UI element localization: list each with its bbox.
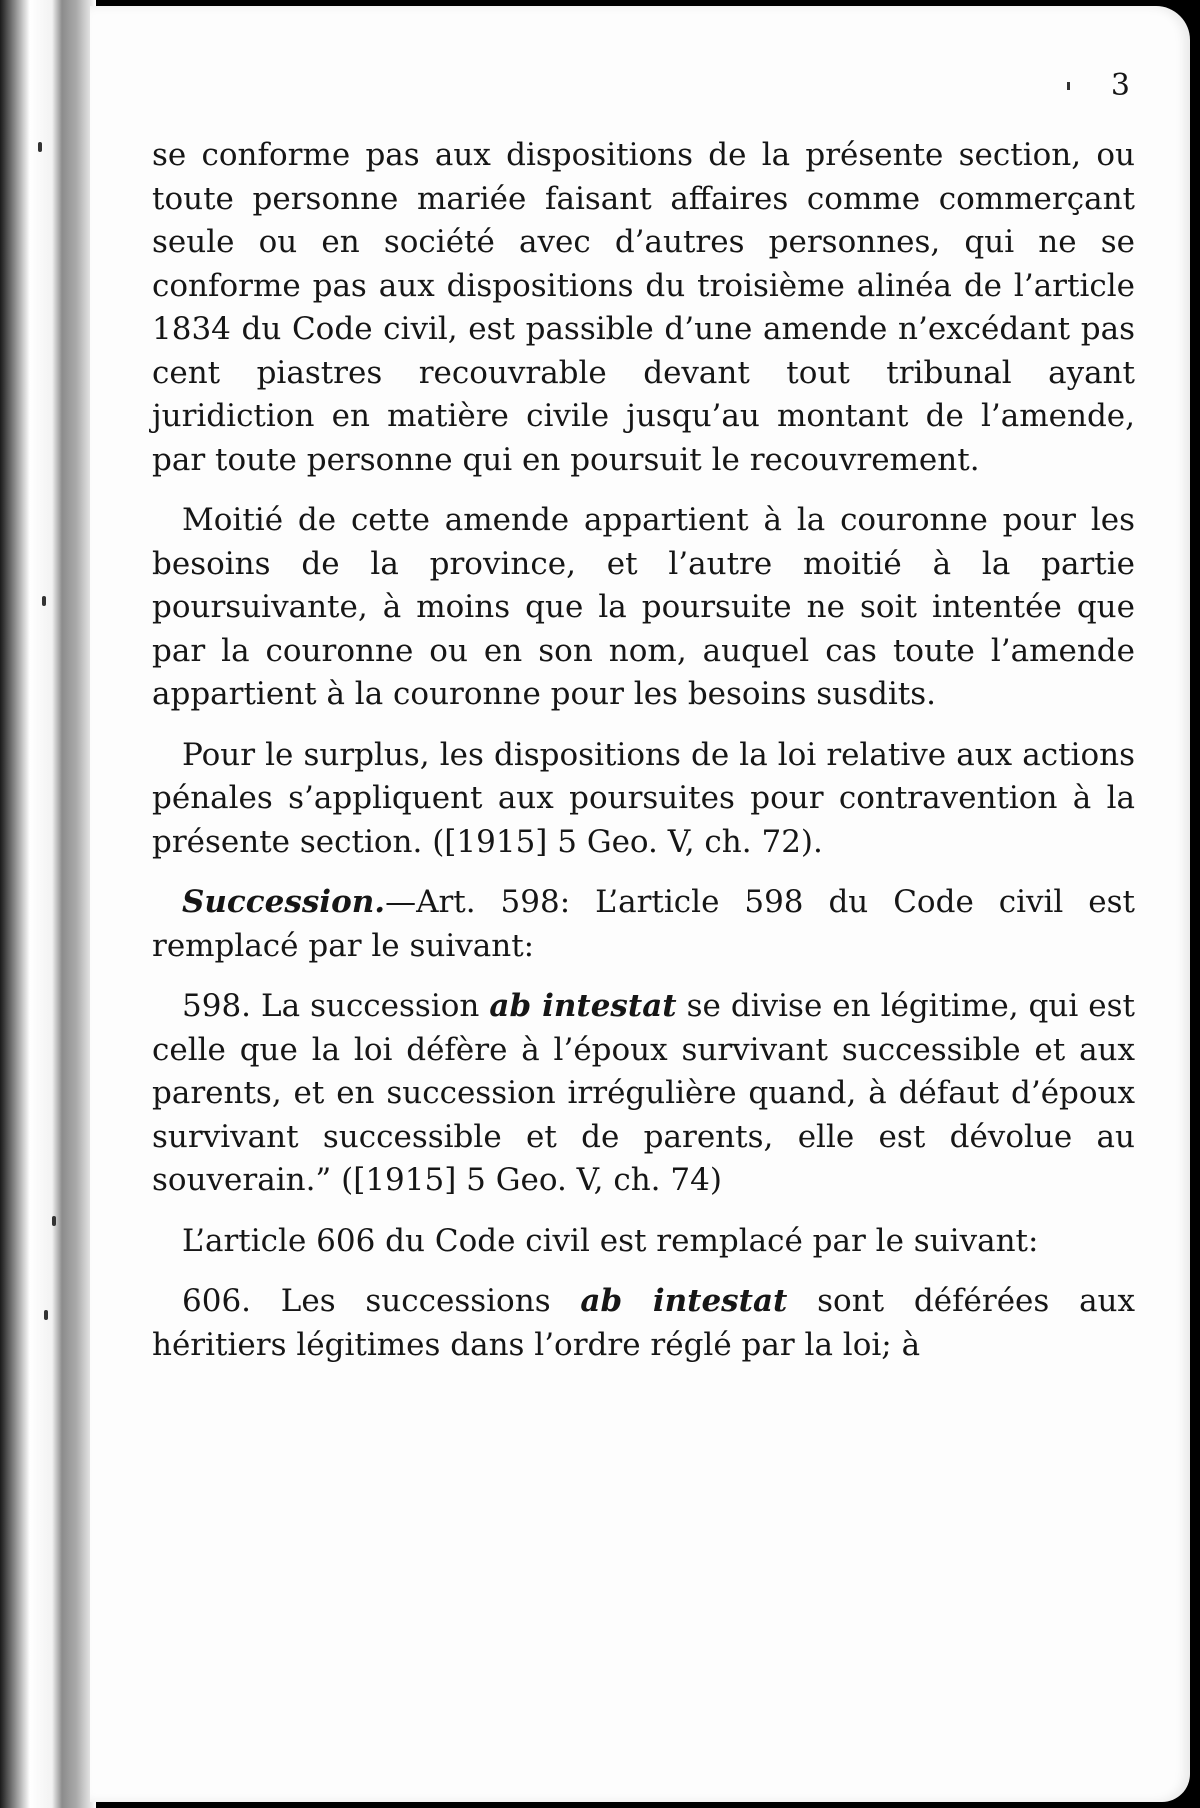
binding-mark xyxy=(52,1216,56,1226)
paragraph-article-606 xyxy=(152,1280,1135,1367)
paragraph-continuation: se conforme pas aux dispositions de la présente section, ou toute personne mariée faisant affaires comme commerçant seule ou en société avec d’autres personnes, qui ne se conforme pas aux dispositions du troisième alinéa de l’article 1834 du Code civil, est passible d’une amende n’excédant pas cent piastres recouvrable devant tout tribunal ayant juridiction en matière civile jusqu’au montant de l’amende, par toute personne qui en poursuit le recouvrement. xyxy=(152,137,1135,478)
paragraph-penal-actions: Pour le surplus, les dispositions de la loi relative aux actions pénales s’appliquent aux poursuites pour contravention à la présente section. ([1915] 5 Geo. V, ch. 72). xyxy=(152,736,1135,860)
paragraph-fine-allocation: Moitié de cette amende appartient à la couronne pour les besoins de la province, et l’autre moitié à la partie poursuivante, à moins que la poursuite ne soit intentée que par la couronne ou en son nom, auquel cas toute l’amende appartient à la couronne pour les besoins susdits. xyxy=(152,502,1135,712)
italic-term: ab intestat xyxy=(580,1283,788,1319)
binding-mark xyxy=(38,142,42,152)
paragraph-text: —Art. 598: L’article 598 du Code civil est remplacé par le suivant: xyxy=(152,884,1135,964)
paragraph-text: 606. Les successions xyxy=(182,1283,581,1319)
print-mark xyxy=(1067,82,1070,90)
binding-mark xyxy=(42,596,46,606)
italic-term: ab intestat xyxy=(489,988,677,1024)
paragraph-article-606-intro: L’article 606 du Code civil est remplacé par le suivant: xyxy=(182,1222,1039,1259)
page-number: 3 xyxy=(1110,68,1130,103)
paragraph-text: se divise en légitime, qui est celle que la loi défère à l’époux survivant successible et aux parents, et en succession irrégulière quand, à défaut d’époux survivant successible et de parents, elle est dévolue au souverain.” ([1915] 5 Geo. V, ch. 74) xyxy=(152,988,1135,1198)
body-text xyxy=(152,134,1135,1384)
paragraph-text: 598. La succession xyxy=(182,988,490,1024)
book-page xyxy=(90,6,1190,1802)
binding-mark xyxy=(44,1310,48,1320)
paragraph-article-598 xyxy=(152,985,1135,1203)
paragraph-succession-heading xyxy=(152,881,1135,968)
paragraph-text: sont déférées aux héritiers légitimes dans l’ordre réglé par la loi; à xyxy=(152,1283,1135,1363)
book-binding-edge xyxy=(0,0,96,1808)
section-heading: Succession. xyxy=(182,884,386,920)
